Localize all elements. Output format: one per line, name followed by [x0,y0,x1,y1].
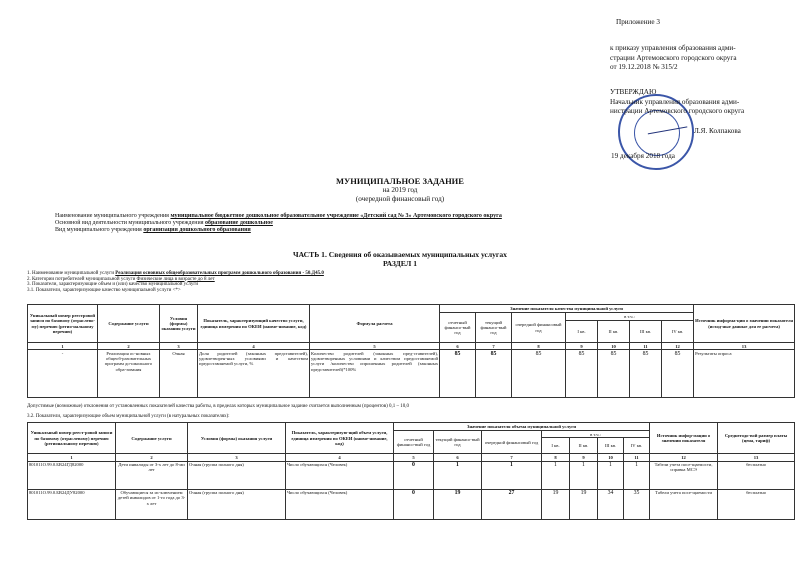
cell-value: 85 [598,350,630,398]
cell-price: бесплатно [718,461,795,489]
col-num: 7 [482,454,542,461]
cell-value: 85 [566,350,598,398]
th-q4: IV кв. [662,321,694,343]
th-next-year: очередной финансовый год [482,431,542,454]
col-num: 13 [694,343,795,350]
document-year: на 2019 год [382,186,418,194]
cell-conditions: Очная [160,350,198,398]
approval-date: 19 декабря 2018 года [611,152,675,160]
document-period: (очередной финансовый год) [355,195,445,203]
th-q2: II кв. [570,438,598,454]
th-report-year: отчетный финансо-вый год [394,431,434,454]
th-report-year: отчетный финансо-вый год [440,313,476,343]
cell-reg: 801011О.99.0.БВ24ГД82000 [28,461,116,489]
cell-indicator: Число обучающихся (Человек) [286,489,394,519]
col-num: 5 [394,454,434,461]
cell-value: 19 [434,489,482,519]
head-line-1: Начальник управления образования адми- [610,97,740,106]
col-num: 3 [188,454,286,461]
col-num: 12 [650,454,718,461]
part-title: ЧАСТЬ 1. Сведения об оказываемых муниципальных услугах [293,250,507,259]
col-num: 2 [98,343,160,350]
activity-label: Основной вид деятельности муниципального учреждения [55,220,205,227]
cell-value: 0 [394,461,434,489]
th-content: Содержание услуги [116,423,188,454]
cell-value: 85 [662,350,694,398]
volume-table [27,422,795,520]
cell-value: 85 [512,350,566,398]
col-num: 9 [566,343,598,350]
order-line-3: от 19.12.2018 № 315/2 [610,63,678,72]
col-num: 11 [624,454,650,461]
type-value: организация дошкольного образования [143,227,251,234]
th-conditions: Условия (формы) оказания услуги [160,305,198,343]
institution-label: Наименование муниципального учреждения [55,213,171,219]
th-source: Источник информа-ции о значении показателя (исход-ные данные для ее расчета) [694,305,795,343]
th-values: Значение показателя качества муниципальной услуги [440,305,694,313]
col-num: 10 [598,454,624,461]
service-info [27,271,787,293]
cell-value: 19 [570,489,598,519]
cell-value: 1 [598,461,624,489]
section-title: РАЗДЕЛ 1 [382,259,418,268]
th-reg: Уникальный номер реест-ровой записи по базовому (отраслевому) перечню (региональному перечню) [28,423,116,454]
col-num: 13 [718,454,795,461]
order-line-1: к приказу управления образования адми- [610,44,736,52]
th-q2: II кв. [598,321,630,343]
cell-value: 35 [624,489,650,519]
col-num: 12 [662,343,694,350]
cell-value: 0 [394,489,434,519]
cell-value: 1 [542,461,570,489]
cell-value: 27 [482,489,542,519]
th-indicator: Показатель, характеризующий качество услуги, единица измерения по ОКЕИ (наиме-нование, код) [198,305,310,343]
order-line-2: страции Артемовского городского округа [610,53,737,62]
cell-value: 85 [630,350,662,398]
col-num: 8 [542,454,570,461]
table-row [28,489,795,519]
cell-reg: 801011О.99.0.БВ24ДУ82000 [28,489,116,519]
col-num: 1 [28,454,116,461]
cell-value: 34 [598,489,624,519]
th-including: в т.ч.: [566,313,694,321]
cell-value: 85 [440,350,476,398]
th-q3: III кв. [598,438,624,454]
col-num: 6 [440,343,476,350]
th-current-year: текущий финансо-вый год [434,431,482,454]
th-reg: Уникальный номер реестровой записи по базовому (отраслево-му) перечню (регио-нальному перечню) [28,305,98,343]
service-name-label: 1. Наименование муниципальной услуги [27,271,116,276]
institution-info [55,213,775,235]
cell-value: 1 [624,461,650,489]
cell-conditions: Очная (группа полного дня) [188,489,286,519]
consumers-label: 2. Категории потребителей муниципальной услуги [27,276,137,282]
th-current-year: текущий финансо-вый год [476,313,512,343]
cell-indicator: Доля родителей (законных представителей), удовлетворен-ных условиями и качеством предоставляемой услуги, % [198,350,310,398]
cell-reg: - [28,350,98,398]
cell-value: 19 [542,489,570,519]
signer-name: Л.Я. Колпакова [694,127,741,135]
th-next-year: очередной финансовый год [512,313,566,343]
approval-block [610,88,795,117]
col-num: 3 [160,343,198,350]
consumers-value: Физические лица в возрасте до 8 лет [136,276,215,282]
th-values: Значение показателя объема муниципальной услуги [394,423,650,431]
table-row [28,350,795,398]
cell-conditions: Очная (группа полного дня) [188,461,286,489]
cell-content: Реализация ос-новных общеоб-разовательных программ до-школьного обра-зования [98,350,160,398]
cell-source: Табели учета посе-щаемости [650,489,718,519]
col-num: 9 [570,454,598,461]
col-num: 1 [28,343,98,350]
cell-value: 1 [570,461,598,489]
appendix-label: Приложение 3 [616,18,660,26]
cell-indicator: Число обучающихся (Человек) [286,461,394,489]
th-conditions: Условия (формы) оказания услуги [188,423,286,454]
col-num: 8 [512,343,566,350]
th-q1: I кв. [542,438,570,454]
th-indicator: Показатель, характеризую-щий объем услуги, единица измерения по ОКЕИ (наиме-нование, код) [286,423,394,454]
col-num: 10 [598,343,630,350]
col-num: 11 [630,343,662,350]
approve-label: УТВЕРЖДАЮ [610,88,657,96]
cell-source: Результаты опроса [694,350,795,398]
th-source: Источник инфор-мации о значении показателя [650,423,718,454]
cell-content: Дети инвалиды от 3-х лет до 8-ми лет [116,461,188,489]
th-including: в т.ч.: [542,431,650,438]
col-num: 4 [198,343,310,350]
th-formula: Формула расчета [310,305,440,343]
th-content: Содержание услуги [98,305,160,343]
th-q3: III кв. [630,321,662,343]
order-reference [610,44,795,73]
institution-value: муниципальное бюджетное дошкольное образовательное учреждение «Детский сад № 3» Артемовского городского округа [170,213,502,219]
activity-value: образование дошкольное [204,220,273,227]
col-num: 5 [310,343,440,350]
cell-value: 1 [482,461,542,489]
service-name-value: Реализация основных общеобразовательных программ дошкольного образования - 50.Д45.0 [115,271,324,276]
cell-price: бесплатно [718,489,795,519]
type-label: Вид муниципального учреждения [55,227,144,234]
volume-indicators-line: 3.2. Показатели, характеризующие объем муниципальной услуги (в натуральных показателях): [27,414,230,419]
cell-source: Табели учета посе-щаемости, справка МСЭ [650,461,718,489]
cell-content: Обучающиеся за ис-ключением детей инвалидов от 1-го года до 3-х лет [116,489,188,519]
cell-formula: Количество родителей (законных пред-ставителей), удовлетворенных условиями и качеством предоставляемой услуги /количество опрошенных родителей (законных представителей)*100% [310,350,440,398]
indicators-line: 3. Показатели, характеризующие объем и (или) качество муниципальной услуги [27,282,199,287]
col-num: 4 [286,454,394,461]
th-price: Среднегодо-вой размер платы (цена, тариф) [718,423,795,454]
col-num: 6 [434,454,482,461]
quality-indicators-line: 3.1. Показатели, характеризующие качество муниципальной услуги <*> [27,287,181,293]
quality-table [27,304,795,398]
col-num: 7 [476,343,512,350]
cell-value: 85 [476,350,512,398]
th-q1: I кв. [566,321,598,343]
col-num: 2 [116,454,188,461]
th-q4: IV кв. [624,438,650,454]
head-line-2: нистрации Артемовского городского округа [610,107,745,116]
document-title: МУНИЦИПАЛЬНОЕ ЗАДАНИЕ [336,176,464,186]
table-row [28,461,795,489]
deviation-note: Допустимые (возможные) отклонения от установленных показателей качества работы, в пределах которых муниципальное задание считается выполненным (процентов) 0,1 – 10,0 [27,404,409,409]
cell-value: 1 [434,461,482,489]
